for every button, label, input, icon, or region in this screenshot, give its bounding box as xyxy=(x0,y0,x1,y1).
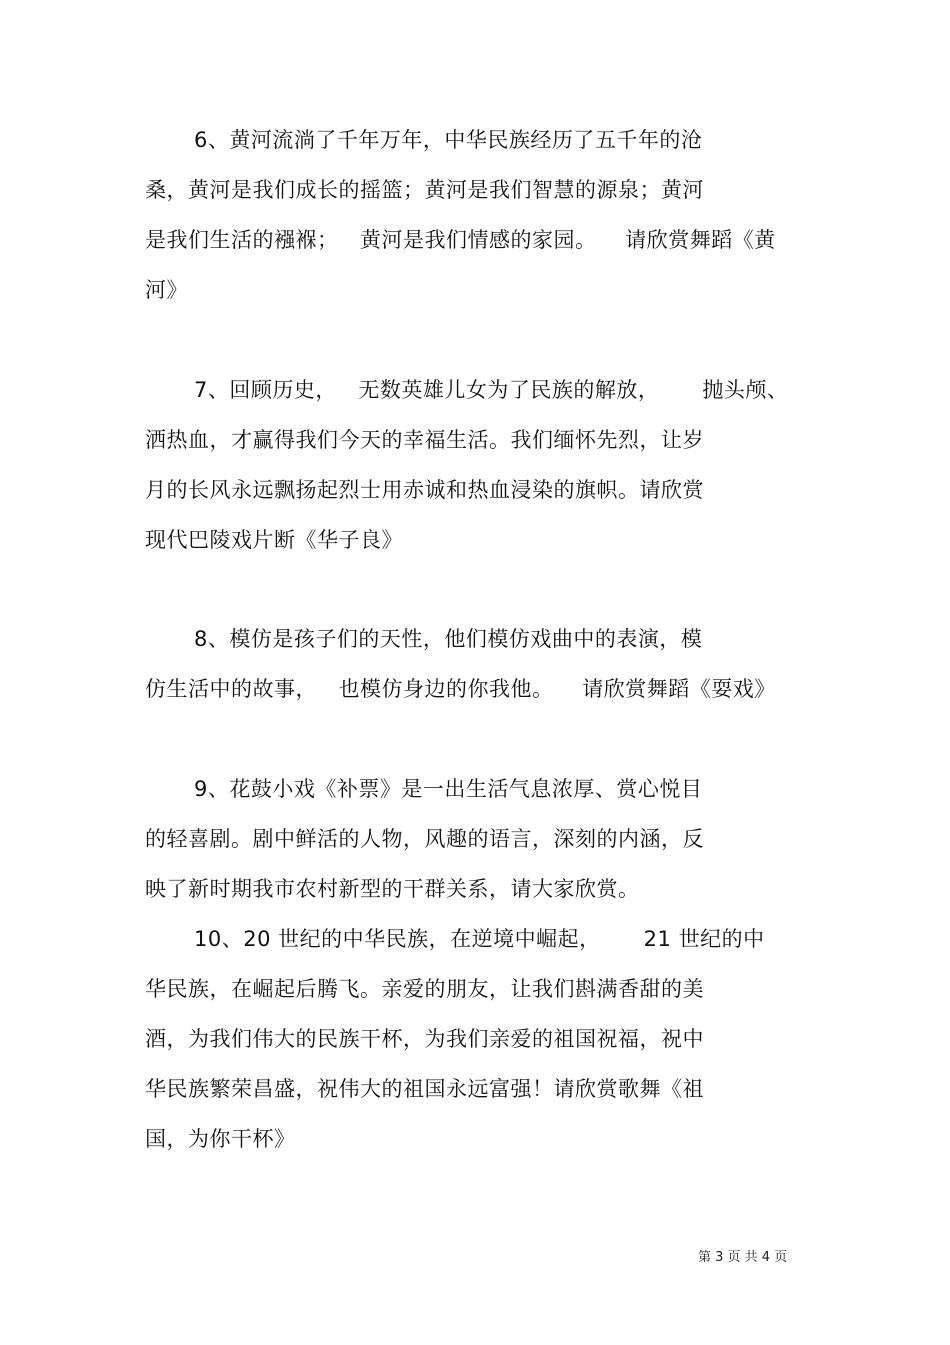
paragraph-7-line-2: 洒热血，才赢得我们今天的幸福生活。我们缅怀先烈，让岁 xyxy=(145,428,704,452)
paragraph-6-line-1: 6、黄河流淌了千年万年，中华民族经历了五千年的沧 xyxy=(194,128,703,152)
paragraph-7-line-1: 7、回顾历史， 无数英雄儿女为了民族的解放， 抛头颅、 xyxy=(194,378,789,402)
paragraph-6-line-3: 是我们生活的襁褓； 黄河是我们情感的家园。 请欣赏舞蹈《黄 xyxy=(145,228,776,252)
paragraph-8-line-1: 8、模仿是孩子们的天性，他们模仿戏曲中的表演，模 xyxy=(194,627,703,651)
paragraph-6-line-2: 桑，黄河是我们成长的摇篮；黄河是我们智慧的源泉；黄河 xyxy=(145,178,704,202)
paragraph-9-line-1: 9、花鼓小戏《补票》是一出生活气息浓厚、赏心悦目 xyxy=(194,777,703,801)
paragraph-9-line-2: 的轻喜剧。剧中鲜活的人物，风趣的语言，深刻的内涵，反 xyxy=(145,827,704,851)
paragraph-7-line-4: 现代巴陵戏片断《华子良》 xyxy=(145,528,403,552)
paragraph-6-line-4: 河》 xyxy=(145,278,188,302)
paragraph-10-line-3: 酒，为我们伟大的民族干杯，为我们亲爱的祖国祝福，祝中 xyxy=(145,1027,704,1051)
page-number-footer: 第 3 页 共 4 页 xyxy=(698,1250,788,1265)
paragraph-10-line-4: 华民族繁荣昌盛，祝伟大的祖国永远富强！请欣赏歌舞《祖 xyxy=(145,1077,704,1101)
paragraph-7-line-3: 月的长风永远飘扬起烈士用赤诚和热血浸染的旗帜。请欣赏 xyxy=(145,478,704,502)
paragraph-8-line-2: 仿生活中的故事， 也模仿身边的你我他。 请欣赏舞蹈《耍戏》 xyxy=(145,677,776,701)
paragraph-10-line-5: 国，为你干杯》 xyxy=(145,1127,296,1151)
paragraph-10-line-1: 10、20 世纪的中华民族，在逆境中崛起， 21 世纪的中 xyxy=(194,927,765,951)
paragraph-9-line-3: 映了新时期我市农村新型的干群关系，请大家欣赏。 xyxy=(145,877,640,901)
paragraph-10-line-2: 华民族，在崛起后腾飞。亲爱的朋友，让我们斟满香甜的美 xyxy=(145,977,704,1001)
